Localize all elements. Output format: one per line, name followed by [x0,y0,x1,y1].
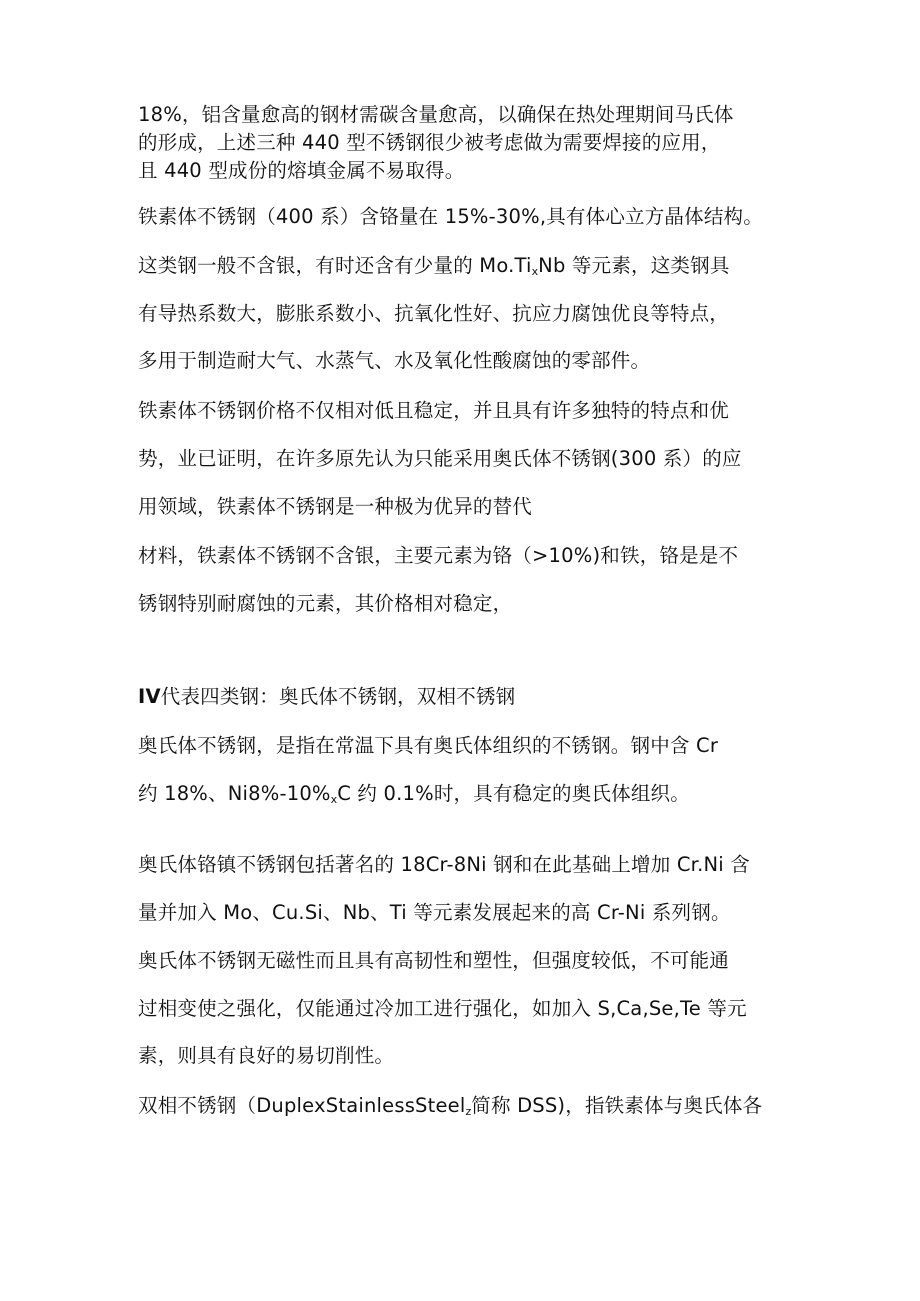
section-heading-prefix: IV [138,685,161,708]
paragraph-6-line-2 [138,781,798,813]
paragraph-8-line-1: 奥氏体不锈钢无磁性而且具有高韧性和塑性，但强度较低，不可能通 [138,949,730,972]
paragraph-8-line-3: 素，则具有良好的易切削性。 [138,1044,395,1067]
paragraph-1-line-3: 且 440 型成份的熔填金属不易取得。 [138,159,465,182]
paragraph-9-line-1 [138,1093,798,1125]
section-heading [138,684,798,710]
paragraph-3-line-1-subscript: x [531,265,539,278]
paragraph-3-line-2: 有导热系数大，膨胀系数小、抗氧化性好、抗应力腐蚀优良等特点， [138,302,730,325]
paragraph-6-line-2-subscript: x [330,793,338,806]
paragraph-3-line-1-part-a: 这类钢一般不含银，有时还含有少量的 Mo.Ti [138,254,532,277]
paragraph-2-line-1: 铁素体不锈钢（400 系）含铬量在 15%-30%,具有体心立方晶体结构。 [138,205,763,228]
paragraph-3-line-3: 多用于制造耐大气、水蒸气、水及氧化性酸腐蚀的零部件。 [138,349,651,372]
paragraph-8-line-2: 过相变使之强化，仅能通过冷加工进行强化，如加入 S,Ca,Se,Te 等元 [138,997,747,1020]
paragraph-9-line-1-subscript: z [465,1105,472,1118]
paragraph-7-line-2: 量并加入 Mo、Cu.Si、Nb、Ti 等元素发展起来的高 Cr-Ni 系列钢。 [138,901,731,924]
paragraph-4-line-1: 铁素体不锈钢价格不仅相对低且稳定，并且具有许多独特的特点和优 [138,399,730,422]
paragraph-6-line-2-part-b: C 约 0.1%时，具有稳定的奥氏体组织。 [337,782,690,805]
paragraph-3-line-1 [138,253,798,285]
paragraph-1-line-1: 18%，铝含量愈高的钢材需碳含量愈高，以确保在热处理期间马氏体 [138,103,734,126]
paragraph-6-line-2-part-a: 约 18%、Ni8%-10% [138,782,331,805]
paragraph-1-line-2: 的形成，上述三种 440 型不锈钢很少被考虑做为需要焊接的应用， [138,131,721,154]
paragraph-4-line-2: 势，业已证明，在许多原先认为只能采用奥氏体不锈钢(300 系）的应 [138,447,742,470]
paragraph-7-line-1: 奥氏体铬镇不锈钢包括著名的 18Cr-8Ni 钢和在此基础上增加 Cr.Ni 含 [138,853,750,876]
section-heading-text: 代表四类钢：奥氏体不锈钢，双相不锈钢 [160,685,516,708]
paragraph-3-line-1-part-b: Nb 等元素，这类钢具 [538,254,730,277]
paragraph-5-line-2: 锈钢特别耐腐蚀的元素，其价格相对稳定， [138,592,513,615]
paragraph-9-line-1-part-a: 双相不锈钢（DuplexStainlessSteel [138,1094,466,1117]
paragraph-5-line-1: 材料，铁素体不锈钢不含银，主要元素为铬（>10%)和铁，铬是是不 [138,544,739,567]
paragraph-6-line-1: 奥氏体不锈钢，是指在常温下具有奥氏体组织的不锈钢。钢中含 Cr [138,734,719,757]
paragraph-4-line-3: 用领域，铁素体不锈钢是一种极为优异的替代 [138,495,533,518]
paragraph-9-line-1-part-b: 简称 DSS)，指铁素体与奥氏体各 [471,1094,763,1117]
